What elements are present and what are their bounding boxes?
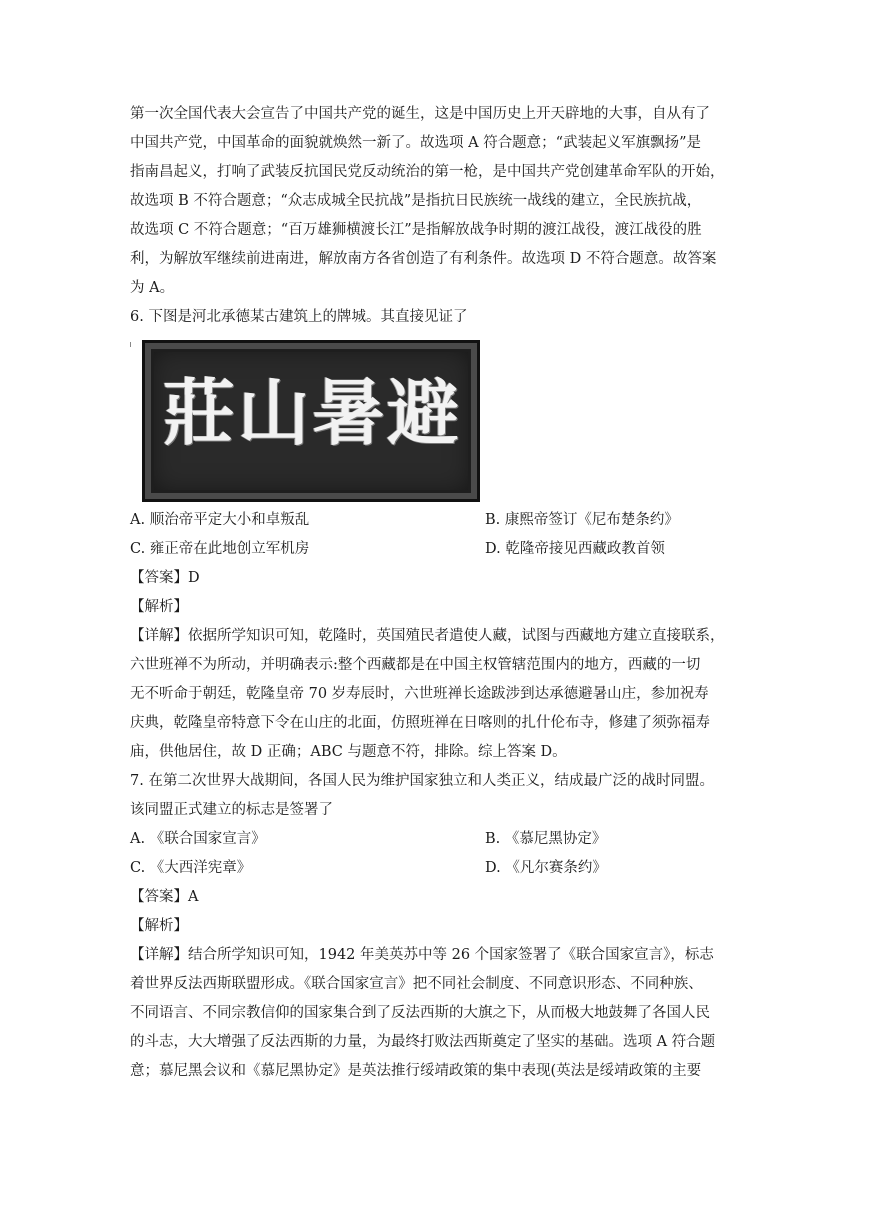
options-row	[130, 825, 742, 854]
text-line: 庆典，乾隆皇帝特意下令在山庄的北面，仿照班禅在日喀则的扎什伦布寺，修建了须弥福寿	[130, 715, 710, 731]
analysis-label: 【解析】	[130, 918, 188, 934]
text-line: 中国共产党，中国革命的面貌就焕然一新了。故选项 A 符合题意；“武装起义军旗飘扬”是	[130, 135, 702, 151]
options-row	[130, 506, 742, 535]
option-d: D. 《凡尔赛条约》	[485, 860, 607, 876]
text-line: 故选项 C 不符合题意；“百万雄狮横渡长江”是指解放战争时期的渡江战役，渡江战役的胜	[130, 222, 702, 238]
question-7	[130, 767, 742, 1086]
text-line: 【详解】结合所学知识可知，1942 年美英苏中等 26 个国家签署了《联合国家宣言》，标志	[130, 947, 714, 963]
question-6	[130, 303, 742, 767]
options-row	[130, 535, 742, 564]
option-c: C. 雍正帝在此地创立军机房	[130, 541, 310, 557]
option-b: B. 《慕尼黑协定》	[485, 831, 607, 847]
plaque-char: 山	[237, 370, 310, 455]
text-line: 不同语言、不同宗教信仰的国家集合到了反法西斯的大旗之下，从而极大地鼓舞了各国人民	[130, 1005, 710, 1021]
text-line: 无不听命于朝廷，乾隆皇帝 70 岁寿辰时，六世班禅长途跋涉到达承德避暑山庄，参加祝寿	[130, 686, 709, 702]
text-line: 利，为解放军继续前进南进，解放南方各省创造了有利条件。故选项 D 不符合题意。故答案	[130, 251, 717, 267]
text-line: 为 A。	[130, 280, 175, 296]
text-line: 的斗志，大大增强了反法西斯的力量，为最终打败法西斯奠定了坚实的基础。选项 A 符合题	[130, 1034, 716, 1050]
plaque-char: 莊	[163, 370, 236, 455]
text-line: 六世班禅不为所动，并明确表示:整个西藏都是在中国主权管辖范围内的地方，西藏的一切	[130, 657, 701, 673]
question-6-stem: 6. 下图是河北承德某古建筑上的牌城。其直接见证了	[130, 309, 468, 325]
text-line: 庙，供他居住，故 D 正确；ABC 与题意不符，排除。综上答案 D。	[130, 744, 567, 760]
question-7-stem: 该同盟正式建立的标志是签署了	[130, 802, 333, 818]
option-a: A. 顺治帝平定大小和卓叛乱	[130, 512, 310, 528]
text-line: 着世界反法西斯联盟形成。《联合国家宣言》把不同社会制度、不同意识形态、不同种族、	[130, 976, 703, 992]
plaque-image	[142, 340, 480, 502]
question-7-stem: 7. 在第二次世界大战期间，各国人民为维护国家独立和人类正义，结成最广泛的战时同盟。	[130, 773, 714, 789]
plaque-char: 暑	[312, 370, 385, 455]
plaque-char: 避	[386, 370, 459, 455]
text-line: 第一次全国代表大会宣告了中国共产党的诞生，这是中国历史上开天辟地的大事，自从有了	[130, 106, 710, 122]
text-line: 【详解】依据所学知识可知，乾隆时，英国殖民者遣使人藏，试图与西藏地方建立直接联系，	[130, 628, 725, 644]
option-c: C. 《大西洋宪章》	[130, 860, 252, 876]
analysis-label: 【解析】	[130, 599, 188, 615]
answer-label: 【答案】A	[130, 889, 199, 905]
option-b: B. 康熙帝签订《尼布楚条约》	[485, 512, 679, 528]
options-row	[130, 854, 742, 883]
option-a: A. 《联合国家宣言》	[130, 831, 266, 847]
text-line: 指南昌起义，打响了武装反抗国民党反动统治的第一枪，是中国共产党创建革命军队的开始，	[130, 164, 725, 180]
intro-paragraph	[130, 100, 742, 303]
answer-label: 【答案】D	[130, 570, 200, 586]
document-page	[130, 100, 742, 1086]
option-d: D. 乾隆帝接见西藏政教首领	[485, 541, 665, 557]
plaque-inscription	[163, 370, 459, 455]
text-line: 故选项 B 不符合题意；“众志成城全民抗战”是指抗日民族统一战线的建立，全民族抗战，	[130, 193, 702, 209]
text-line: 意；慕尼黑会议和《慕尼黑协定》是英法推行绥靖政策的集中表现(英法是绥靖政策的主要	[130, 1063, 702, 1079]
